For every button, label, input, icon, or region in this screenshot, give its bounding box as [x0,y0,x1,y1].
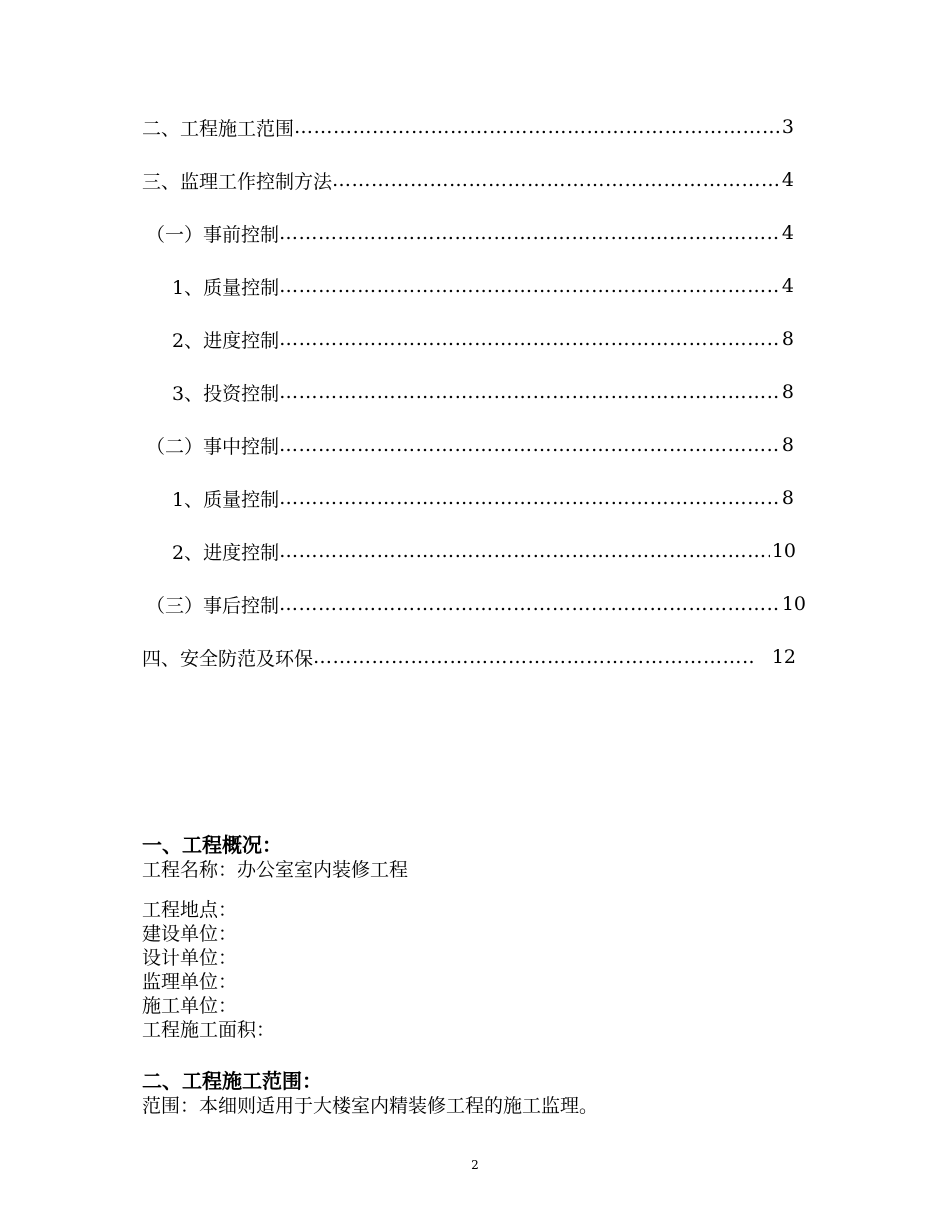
project-name-line: 工程名称：办公室室内装修工程 [142,859,409,881]
section-heading: 二、工程施工范围： [142,1069,322,1093]
toc-entry[interactable] [142,642,796,672]
toc-leader-dots [332,169,780,191]
section-project-overview [142,832,842,1042]
toc-entry-page: 8 [781,434,794,456]
toc-entry[interactable] [142,112,794,142]
toc-leader-dots [294,116,780,138]
scope-text: 范围：本细则适用于大楼室内精装修工程的施工监理。 [142,1095,599,1117]
toc-entry-label: 二、工程施工范围 [142,117,295,140]
toc-entry-label: （二）事中控制 [146,435,280,458]
field-client-unit: 建设单位： [142,923,238,945]
toc-entry-label: 1、质量控制 [172,488,280,511]
toc-entry[interactable] [172,536,796,566]
toc-entry-page: 10 [781,593,806,615]
toc-entry[interactable] [146,589,806,619]
toc-entry[interactable] [146,218,794,248]
toc-entry-label: （三）事后控制 [146,594,280,617]
toc-entry-label: 1、质量控制 [172,276,280,299]
toc-leader-dots [313,646,756,668]
toc-entry-label: 四、安全防范及环保 [142,647,314,670]
toc-entry[interactable] [172,483,794,513]
toc-entry-page: 10 [771,540,796,562]
toc-entry-label: （一）事前控制 [146,223,280,246]
toc-leader-dots [279,487,780,509]
toc-entry-page: 12 [771,646,796,668]
toc-entry-page: 8 [781,328,794,350]
toc-leader-dots [279,593,780,615]
toc-leader-dots [279,381,780,403]
toc-leader-dots [279,434,780,456]
toc-entry-label: 2、进度控制 [172,329,280,352]
toc-entry-page: 4 [781,222,794,244]
toc-leader-dots [279,328,780,350]
toc-leader-dots [279,275,780,297]
section-construction-scope [142,1068,842,1118]
field-project-location: 工程地点： [142,899,238,921]
toc-entry-page: 3 [781,116,794,138]
toc-entry-page: 4 [781,275,794,297]
field-construction-unit: 施工单位： [142,995,238,1017]
section-heading: 一、工程概况： [142,833,282,857]
toc-entry[interactable] [172,324,794,354]
toc-entry-label: 三、监理工作控制方法 [142,170,333,193]
toc-entry[interactable] [146,430,794,460]
toc-entry[interactable] [142,165,794,195]
page-number: 2 [471,1158,479,1172]
toc-entry-page: 8 [781,381,794,403]
toc-entry[interactable] [172,271,794,301]
toc-entry-label: 3、投资控制 [172,382,280,405]
toc-leader-dots [279,222,780,244]
toc-entry[interactable] [172,377,794,407]
toc-entry-page: 8 [781,487,794,509]
field-supervision-unit: 监理单位： [142,971,238,993]
toc-entry-label: 2、进度控制 [172,541,280,564]
toc-entry-page: 4 [781,169,794,191]
toc-leader-dots [279,540,770,562]
field-design-unit: 设计单位： [142,947,238,969]
field-construction-area: 工程施工面积： [142,1019,276,1041]
